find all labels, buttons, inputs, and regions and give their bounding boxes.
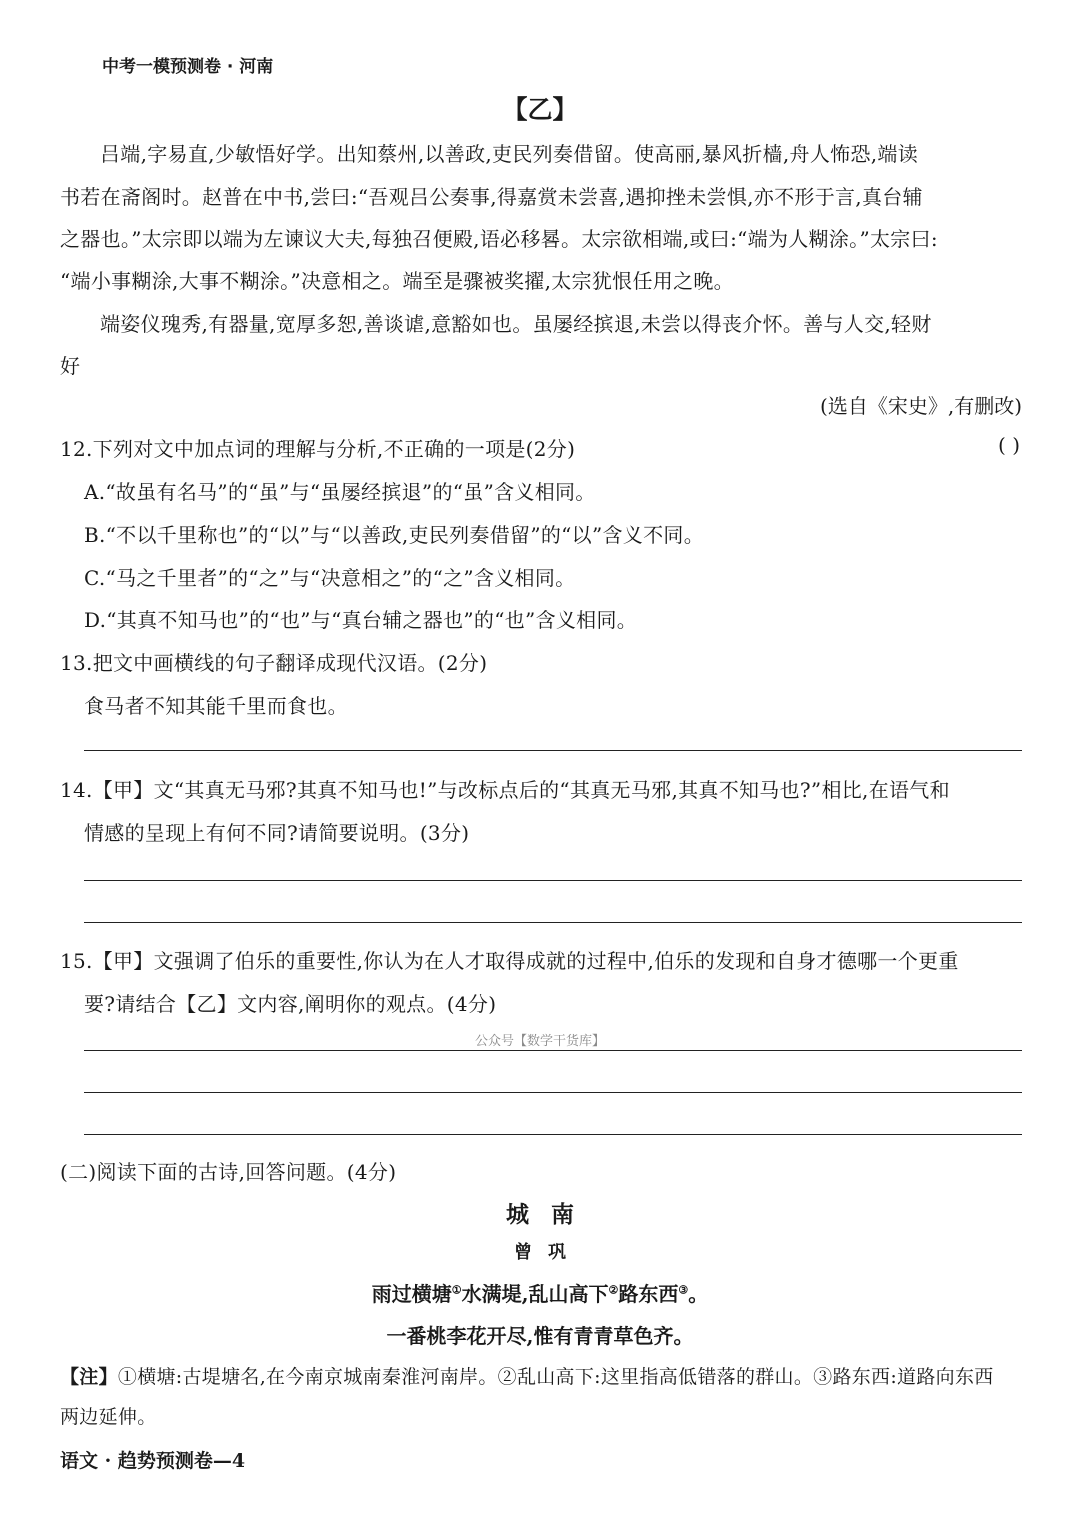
passage-source: (选自《宋史》,有删改) (820, 394, 1022, 418)
passage-line-5: 端姿仪瑰秀,有器量,宽厚多恕,善谈谑,意豁如也。虽屡经摈退,未尝以得丧介怀。善与人交,轻财 (100, 312, 932, 336)
passage-line-6: 好 (60, 354, 81, 378)
watermark: 公众号【数学干货库】 (474, 1034, 605, 1049)
poem-line-1-part-c: 路东西 (618, 1282, 679, 1306)
question-12-option-a: A.“故虽有名马”的“虽”与“虽屡经摈退”的“虽”含义相同。 (84, 480, 596, 504)
question-13-stem: 13.把文中画横线的句子翻译成现代汉语。(2分) (60, 651, 488, 675)
page-footer: 语文 · 趋势预测卷—4 (60, 1450, 246, 1472)
question-12-stem: 12.下列对文中加点词的理解与分析,不正确的一项是(2分) (60, 437, 576, 461)
poem-title: 城南 (506, 1201, 596, 1228)
answer-line-13[interactable] (84, 750, 1022, 751)
question-13-sentence: 食马者不知其能千里而食也。 (84, 694, 348, 718)
passage-title: 【乙】 (502, 95, 578, 124)
poem-note-line-2: 两边延伸。 (60, 1406, 157, 1428)
poem-line-1-part-a: 雨过横塘 (371, 1282, 452, 1306)
question-12-option-b: B.“不以千里称也”的“以”与“以善政,吏民列奏借留”的“以”含义不同。 (84, 523, 705, 547)
answer-line-15b[interactable] (84, 1092, 1022, 1093)
passage-line-3: 之器也。”太宗即以端为左谏议大夫,每独召便殿,语必移晷。太宗欲相端,或曰:“端为人糊涂。”太宗曰: (60, 227, 938, 251)
answer-line-14b[interactable] (84, 922, 1022, 923)
note-text-1: ①横塘:古堤塘名,在今南京城南秦淮河南岸。②乱山高下:这里指高低错落的群山。③路东西:道路向东西 (117, 1366, 994, 1388)
note-marker-1: ① (451, 1283, 462, 1297)
poem-note-line-1 (60, 1362, 994, 1389)
question-12-option-c: C.“马之千里者”的“之”与“决意相之”的“之”含义相同。 (84, 566, 576, 590)
passage-line-4: “端小事糊涂,大事不糊涂。”决意相之。端至是骤被奖擢,太宗犹恨任用之晚。 (60, 269, 734, 293)
poem-line-2: 一番桃李花开尽,惟有青青草色齐。 (386, 1324, 694, 1348)
poem-author: 曾巩 (514, 1242, 582, 1263)
exam-header: 中考一模预测卷 · 河南 (102, 57, 274, 77)
question-15-line-2: 要?请结合【乙】文内容,阐明你的观点。(4分) (84, 992, 497, 1016)
answer-line-15a[interactable] (84, 1050, 1022, 1051)
poem-section-stem: (二)阅读下面的古诗,回答问题。(4分) (60, 1160, 397, 1184)
question-12-answer-bracket[interactable]: ( ) (998, 433, 1020, 457)
note-label: 【注】 (60, 1366, 118, 1388)
poem-line-1-part-b: 水满堤,乱山高下 (461, 1282, 609, 1306)
passage-line-1: 吕端,字易直,少敏悟好学。出知蔡州,以善政,吏民列奏借留。使高丽,暴风折樯,舟人怖恐,端读 (100, 142, 919, 166)
answer-line-15c[interactable] (84, 1134, 1022, 1135)
poem-line-1-part-d: 。 (688, 1282, 709, 1306)
question-12-option-d: D.“其真不知马也”的“也”与“真台辅之器也”的“也”含义相同。 (84, 608, 638, 632)
note-marker-3: ③ (678, 1283, 689, 1297)
note-marker-2: ② (608, 1283, 619, 1297)
answer-line-14a[interactable] (84, 880, 1022, 881)
passage-line-2: 书若在斋阁时。赵普在中书,尝曰:“吾观吕公奏事,得嘉赏未尝喜,遇抑挫未尝惧,亦不形于言,真台辅 (60, 185, 923, 209)
poem-line-1 (0, 1278, 1080, 1307)
question-14-line-1: 14.【甲】文“其真无马邪?其真不知马也!”与改标点后的“其真无马邪,其真不知马也?”相比,在语气和 (60, 778, 950, 802)
question-15-line-1: 15.【甲】文强调了伯乐的重要性,你认为在人才取得成就的过程中,伯乐的发现和自身才德哪一个更重 (60, 949, 959, 973)
question-14-line-2: 情感的呈现上有何不同?请简要说明。(3分) (84, 821, 470, 845)
